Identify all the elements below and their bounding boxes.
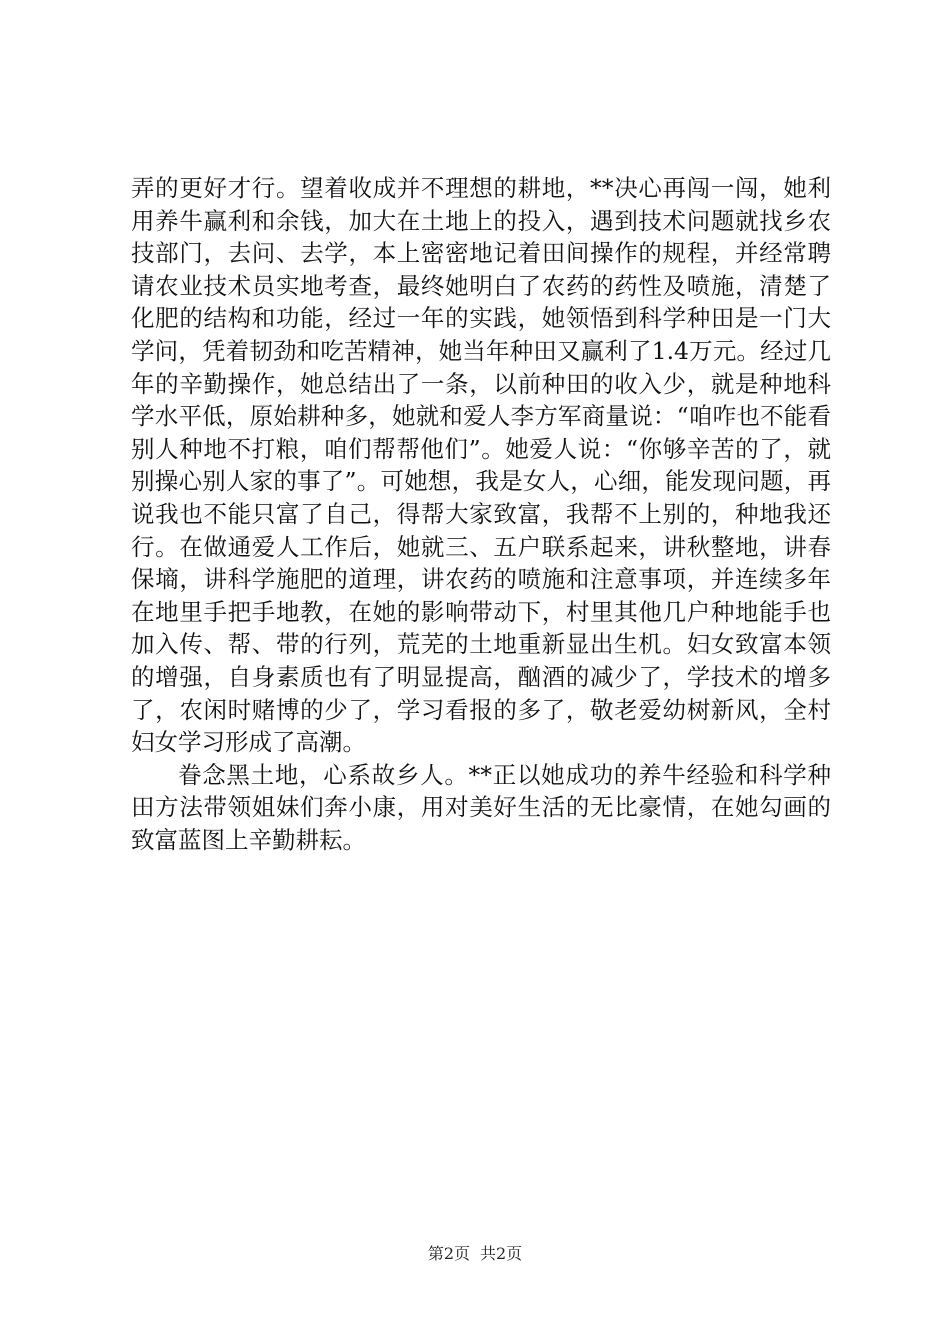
page-footer — [0, 1244, 950, 1264]
paragraph-closing: 眷念黑土地，心系故乡人。**正以她成功的养牛经验和科学种田方法带领姐妹们奔小康，用对美好生活的无比豪情，在她勾画的致富蓝图上辛勤耕耘。 — [131, 760, 831, 854]
paragraph-continued: 弄的更好才行。望着收成并不理想的耕地，**决心再闯一闯，她利用养牛赢利和余钱，加大在土地上的投入，遇到技术问题就找乡农技部门，去问、去学，本上密密地记着田间操作的规程，并经常聘请农业技术员实地考查，最终她明白了农药的药性及喷施，清楚了化肥的结构和功能，经过一年的实践，她领悟到科学种田是一门大学问，凭着韧劲和吃苦精神，她当年种田又赢利了1.4万元。经过几年的辛勤操作，她总结出了一条，以前种田的收入少，就是种地科学水平低，原始耕种多，她就和爱人李方军商量说：“咱咋也不能看别人种地不打粮，咱们帮帮他们”。她爱人说：“你够辛苦的了，就别操心别人家的事了”。可她想，我是女人，心细，能发现问题，再说我也不能只富了自己，得帮大家致富，我帮不上别的，种地我还行。在做通爱人工作后，她就三、五户联系起来，讲秋整地，讲春保墒，讲科学施肥的道理，讲农药的喷施和注意事项，并连续多年在地里手把手地教，在她的影响带动下，村里其他几户种地能手也加入传、帮、带的行列，荒芜的土地重新显出生机。妇女致富本领的增强，自身素质也有了明显提高，酗酒的减少了，学技术的增多了，农闲时赌博的少了，学习看报的多了，敬老爱幼树新风，全村妇女学习形成了高潮。 — [131, 174, 831, 757]
page-number-current: 第2页 — [427, 1244, 470, 1263]
page-number-total: 共2页 — [480, 1244, 523, 1263]
document-body — [131, 172, 831, 856]
